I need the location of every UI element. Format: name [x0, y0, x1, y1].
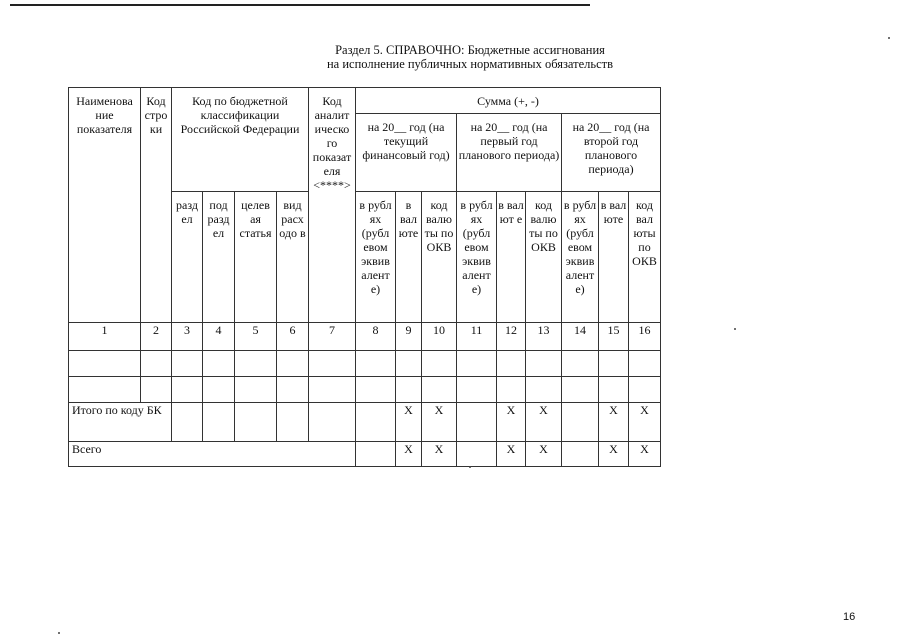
x-mark: X — [599, 442, 629, 467]
empty-cell — [69, 351, 141, 377]
col-num: 2 — [141, 323, 172, 351]
col-num: 5 — [235, 323, 277, 351]
title-line-2: на исполнение публичных нормативных обязательств — [326, 57, 614, 71]
empty-cell — [422, 351, 457, 377]
empty-cell — [396, 351, 422, 377]
section-title — [240, 43, 700, 71]
empty-cell — [457, 442, 497, 467]
col-num: 15 — [599, 323, 629, 351]
header-line-code: Код стро ки — [141, 88, 172, 323]
empty-cell — [235, 351, 277, 377]
x-mark: X — [497, 442, 526, 467]
col-num: 10 — [422, 323, 457, 351]
budget-table — [68, 87, 661, 467]
empty-cell — [356, 403, 396, 442]
empty-cell — [497, 351, 526, 377]
col-num: 6 — [277, 323, 309, 351]
x-mark: X — [629, 442, 661, 467]
header-year-plan-1: на 20__ год (на первый год планового периода) — [457, 114, 562, 192]
header-budget-classification: Код по бюджетной классификации Российской Федерации — [172, 88, 309, 192]
header-razdel: разд ел — [172, 192, 203, 323]
empty-cell — [277, 351, 309, 377]
x-mark: X — [629, 403, 661, 442]
scan-speck — [888, 37, 890, 39]
empty-cell — [396, 377, 422, 403]
empty-cell — [629, 377, 661, 403]
x-mark: X — [526, 442, 562, 467]
empty-cell — [172, 351, 203, 377]
header-y1-okv: код валю ты по ОКВ — [422, 192, 457, 323]
col-num: 13 — [526, 323, 562, 351]
empty-cell — [629, 351, 661, 377]
empty-cell — [172, 403, 203, 442]
empty-cell — [203, 351, 235, 377]
header-podrazdel: под разд ел — [203, 192, 235, 323]
col-num: 8 — [356, 323, 396, 351]
empty-cell — [141, 377, 172, 403]
empty-cell — [457, 377, 497, 403]
empty-cell — [309, 403, 356, 442]
column-number-row — [69, 323, 661, 351]
col-num: 14 — [562, 323, 599, 351]
empty-cell — [69, 377, 141, 403]
total-by-bk-label: Итого по коду БК — [69, 403, 172, 442]
col-num: 9 — [396, 323, 422, 351]
header-year-plan-2: на 20__ год (на второй год планового периода) — [562, 114, 661, 192]
empty-cell — [599, 351, 629, 377]
x-mark: X — [599, 403, 629, 442]
header-y1-currency: в вал юте — [396, 192, 422, 323]
header-year-current: на 20__ год (на текущий финансовый год) — [356, 114, 457, 192]
header-y3-currency: в вал юте — [599, 192, 629, 323]
empty-cell — [562, 377, 599, 403]
grand-total-label: Всего — [69, 442, 356, 467]
empty-cell — [526, 377, 562, 403]
header-y3-okv: код вал юты по ОКВ — [629, 192, 661, 323]
page-number: 16 — [843, 611, 856, 623]
top-rule — [10, 4, 590, 6]
x-mark: X — [422, 403, 457, 442]
col-num: 11 — [457, 323, 497, 351]
empty-cell — [277, 377, 309, 403]
header-y2-currency: в вал ют е — [497, 192, 526, 323]
empty-cell — [562, 403, 599, 442]
x-mark: X — [396, 403, 422, 442]
col-num: 1 — [69, 323, 141, 351]
header-name: Наименова ние показателя — [69, 88, 141, 323]
header-sum: Сумма (+, -) — [356, 88, 661, 114]
empty-cell — [203, 377, 235, 403]
header-target-article: целев ая статья — [235, 192, 277, 323]
col-num: 7 — [309, 323, 356, 351]
total-by-bk-row — [69, 403, 661, 442]
x-mark: X — [526, 403, 562, 442]
table-row — [69, 351, 661, 377]
empty-cell — [562, 351, 599, 377]
empty-cell — [562, 442, 599, 467]
empty-cell — [599, 377, 629, 403]
empty-cell — [235, 377, 277, 403]
empty-cell — [309, 351, 356, 377]
header-y2-rubles: в рубл ях (рубл евом эквив алент е) — [457, 192, 497, 323]
header-analytic-code: Код аналит ическо го показат еля <****> — [309, 88, 356, 323]
col-num: 12 — [497, 323, 526, 351]
empty-cell — [277, 403, 309, 442]
table-row — [69, 377, 661, 403]
col-num: 4 — [203, 323, 235, 351]
header-y2-okv: код валю ты по ОКВ — [526, 192, 562, 323]
empty-cell — [497, 377, 526, 403]
empty-cell — [457, 403, 497, 442]
empty-cell — [203, 403, 235, 442]
scan-speck — [469, 466, 471, 468]
header-expense-type: вид расх одо в — [277, 192, 309, 323]
empty-cell — [356, 442, 396, 467]
scan-speck — [734, 328, 736, 330]
empty-cell — [309, 377, 356, 403]
col-num: 3 — [172, 323, 203, 351]
col-num: 16 — [629, 323, 661, 351]
empty-cell — [235, 403, 277, 442]
x-mark: X — [396, 442, 422, 467]
header-y3-rubles: в рубл ях (рубл евом эквив алент е) — [562, 192, 599, 323]
empty-cell — [141, 351, 172, 377]
empty-cell — [526, 351, 562, 377]
header-y1-rubles: в рубл ях (рубл евом эквив алент е) — [356, 192, 396, 323]
empty-cell — [172, 377, 203, 403]
empty-cell — [356, 351, 396, 377]
x-mark: X — [497, 403, 526, 442]
scan-speck — [58, 632, 60, 634]
grand-total-row — [69, 442, 661, 467]
empty-cell — [422, 377, 457, 403]
empty-cell — [356, 377, 396, 403]
empty-cell — [457, 351, 497, 377]
x-mark: X — [422, 442, 457, 467]
title-line-1: Раздел 5. СПРАВОЧНО: Бюджетные ассигнования — [335, 43, 605, 57]
